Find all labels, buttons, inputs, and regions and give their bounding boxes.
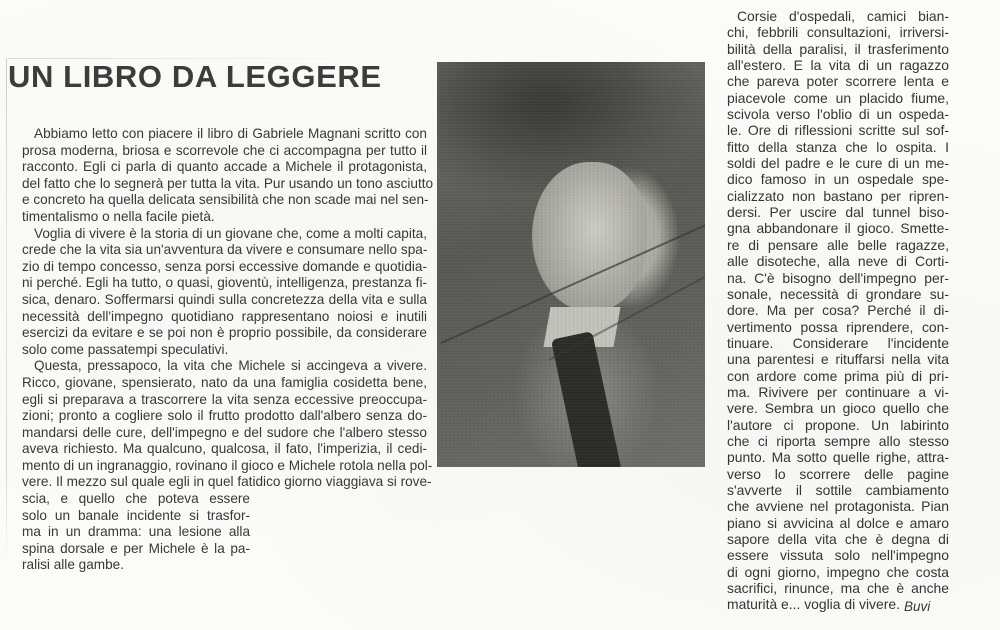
text-line: crede che la vita sia un'avventura da vivere e consumare nello spa- bbox=[22, 242, 428, 258]
text-line: racconto. Egli ci parla di quanto accade a Michele il protagonista, bbox=[22, 159, 427, 175]
text-line: vertimento possa riprendere, con- bbox=[727, 318, 949, 335]
text-line: gna abbandonare il gioco. Smette- bbox=[727, 220, 949, 237]
right-column bbox=[727, 8, 949, 613]
text-line: zio di tempo concesso, senza porsi eccessive domande e quotidia- bbox=[22, 258, 427, 274]
text-line: l'autore ci propone. Un labirinto bbox=[727, 416, 949, 433]
left-column bbox=[22, 126, 434, 574]
text-line: che avviene nel protagonista. Pian bbox=[727, 498, 949, 515]
text-line: solo un banale incidente si trasfor- bbox=[22, 507, 250, 523]
text-line: maturità e... voglia di vivere. bbox=[727, 596, 900, 613]
text-line: piano si avvicina al dolce e amaro bbox=[727, 514, 949, 531]
text-line: vere. Sembra un gioco quello che bbox=[727, 400, 949, 417]
text-line: del fatto che lo segnerà per tutta la vita. Pur usando un tono asciutto bbox=[22, 175, 434, 191]
text-line: necessità dell'impegno quotidiano rappresentano noiosi e inutili bbox=[22, 308, 427, 324]
text-line: dico famoso in un ospedale spe- bbox=[727, 171, 949, 188]
photo-grain bbox=[437, 62, 705, 467]
text-line: egli si preparava a trascorrere la vita senza eccessive preoccupa- bbox=[22, 391, 427, 407]
text-line: ma in un dramma: una lesione alla bbox=[22, 524, 250, 540]
text-line: mento di un ingranaggio, rovinano il gioco e Michele rotola nella pol- bbox=[22, 457, 433, 473]
text-line: bilità della paralisi, il trasferimento bbox=[727, 40, 949, 57]
portrait-photo bbox=[437, 62, 705, 467]
text-line: timentalismo o nella facile pietà. bbox=[22, 208, 215, 224]
text-line: tinuare. Considerare l'incidente bbox=[727, 334, 949, 351]
text-line: spina dorsale e per Michele è la pa- bbox=[22, 540, 250, 556]
text-line: Questa, pressapoco, la vita che Michele si accingeva a vivere. bbox=[34, 358, 427, 374]
text-line: zioni; pronto a cogliere solo il frutto prodotto dall'albero senza do- bbox=[22, 408, 427, 424]
text-line: aveva richiesto. Ma qualcuno, qualcosa, il fato, l'imperizia, il cedi- bbox=[22, 441, 427, 457]
text-line: vere. Il mezzo sul quale egli in quel fatidico giorno viaggiava si rove- bbox=[22, 474, 432, 490]
text-line: Voglia di vivere è la storia di un giovane che, come a molti capita, bbox=[34, 225, 427, 241]
text-line: piacevole come un placido fiume, bbox=[727, 89, 949, 106]
text-line: di ogni giorno, impegno che costa bbox=[727, 563, 949, 580]
text-line: fitto della stanza che lo ospita. I bbox=[727, 138, 949, 155]
text-line: prosa moderna, briosa e scorrevole che ci accompagna per tutto il bbox=[22, 142, 427, 158]
text-line: essere vissuta solo nell'impegno bbox=[727, 547, 949, 564]
text-line: punto. Ma sotto quelle righe, attra- bbox=[727, 449, 949, 466]
text-line: che pareva poter scorrere lenta e bbox=[727, 73, 949, 90]
text-line: re di pensare alle belle ragazze, bbox=[727, 236, 949, 253]
text-line: soldi del padre e le cure di un me- bbox=[727, 155, 949, 172]
text-line: cializzato non bastano per ripren- bbox=[727, 187, 949, 204]
text-line: e concreto ha quella delicata sensibilità che non scade mai nel sen- bbox=[22, 192, 429, 208]
text-line: all'estero. E la vita di un ragazzo bbox=[727, 57, 949, 74]
left-column-narrow-text bbox=[22, 491, 250, 574]
text-line: che ci riporta sempre allo stesso bbox=[727, 432, 949, 449]
text-line: dore. Ma per cosa? Perché il di- bbox=[727, 302, 949, 319]
text-line: ma. Rivivere per continuare a vi- bbox=[727, 383, 949, 400]
text-line: Ricco, giovane, spensierato, nato da una famiglia cosidetta bene, bbox=[22, 374, 427, 390]
text-line: sonale, necessità di grondare su- bbox=[727, 285, 949, 302]
text-line: na. C'è bisogno dell'impegno per- bbox=[727, 269, 949, 286]
text-line: scia, e quello che poteva essere bbox=[22, 491, 250, 507]
text-line: chi, febbrili consultazioni, irriversi- bbox=[727, 24, 949, 41]
text-line: solo come passatempi speculativi. bbox=[22, 341, 229, 357]
text-line: scivola verso l'oblio di un ospeda- bbox=[727, 106, 949, 123]
text-line: ni perché. Egli ha tutto, o quasi, gioventù, intelligenza, prestanza fi- bbox=[22, 275, 427, 291]
text-line: Abbiamo letto con piacere il libro di Gabriele Magnani scritto con bbox=[34, 126, 427, 141]
text-line: mandarsi delle cure, dell'impegno e del sudore che l'albero stesso bbox=[22, 424, 427, 440]
left-column-wide-text bbox=[22, 126, 434, 491]
text-line: Corsie d'ospedali, camici bian- bbox=[737, 8, 949, 24]
text-line: le. Ore di riflessioni scritte sul sof- bbox=[727, 122, 949, 139]
text-line: esercizi da evitare e se poi non è proprio possibile, da considerare bbox=[22, 325, 427, 341]
text-line: dersi. Per uscire dal tunnel biso- bbox=[727, 204, 949, 221]
text-line: sapore della vita che è degna di bbox=[727, 531, 949, 547]
text-line: con ardore come prima più di pri- bbox=[727, 367, 949, 384]
article-headline: UN LIBRO DA LEGGERE bbox=[8, 59, 382, 94]
text-line: sacrifici, rinunce, ma che è anche bbox=[727, 580, 949, 597]
text-line: una parentesi e rituffarsi nella vita bbox=[727, 351, 949, 368]
text-line: s'avverte il sottile cambiamento bbox=[727, 481, 949, 498]
text-line: verso lo scorrere delle pagine bbox=[727, 465, 949, 482]
author-signature: Buvi bbox=[904, 599, 931, 614]
text-line: sica, denaro. Soffermarsi quindi sulla concretezza della vita e sulla bbox=[22, 291, 427, 307]
text-line: alle disoteche, alla neve di Corti- bbox=[727, 253, 949, 270]
text-line: ralisi alle gambe. bbox=[22, 557, 124, 573]
clipping-edge bbox=[6, 58, 7, 568]
